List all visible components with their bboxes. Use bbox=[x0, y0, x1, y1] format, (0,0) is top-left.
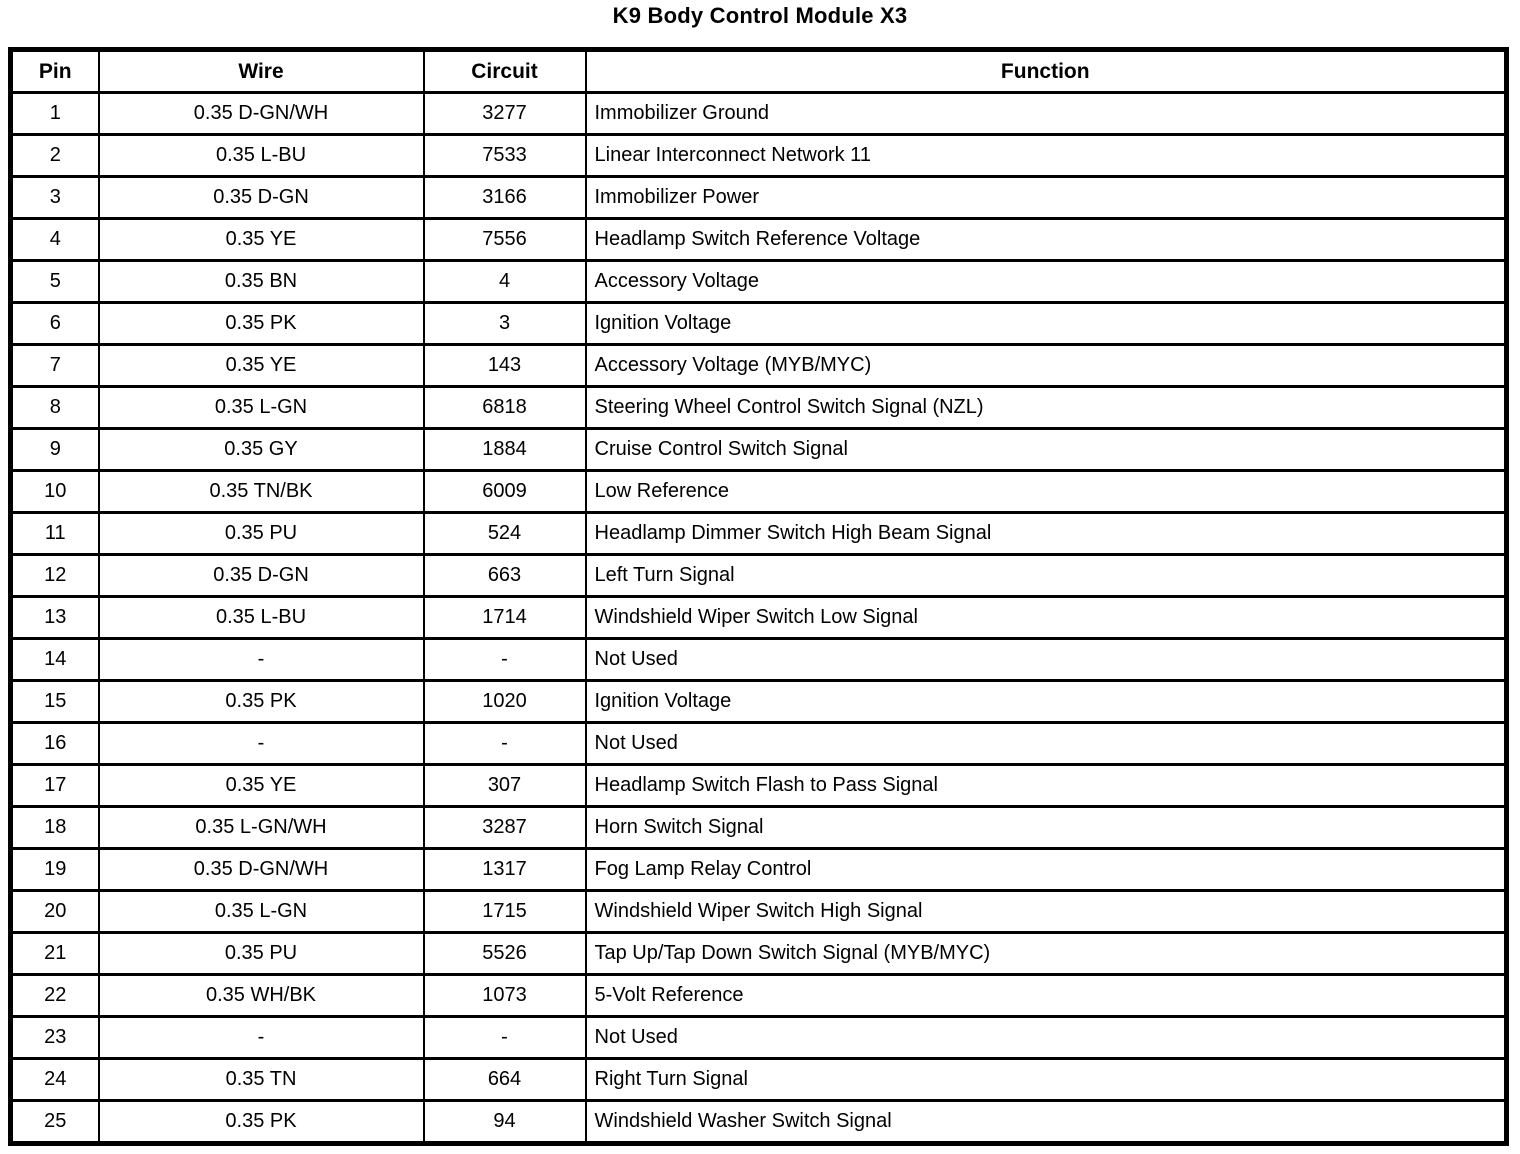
circuit-cell: 1884 bbox=[424, 429, 586, 471]
pin-cell: 18 bbox=[11, 807, 99, 849]
wire-cell: 0.35 D-GN/WH bbox=[99, 849, 424, 891]
table-row bbox=[11, 807, 1507, 849]
wire-cell: 0.35 GY bbox=[99, 429, 424, 471]
circuit-cell: - bbox=[424, 639, 586, 681]
circuit-cell: 6009 bbox=[424, 471, 586, 513]
circuit-cell: 3166 bbox=[424, 177, 586, 219]
circuit-cell: 143 bbox=[424, 345, 586, 387]
wire-cell: 0.35 PU bbox=[99, 513, 424, 555]
function-cell: Immobilizer Ground bbox=[586, 93, 1507, 135]
function-cell: Linear Interconnect Network 11 bbox=[586, 135, 1507, 177]
circuit-cell: 307 bbox=[424, 765, 586, 807]
table-row bbox=[11, 513, 1507, 555]
pin-cell: 24 bbox=[11, 1059, 99, 1101]
circuit-cell: 4 bbox=[424, 261, 586, 303]
table-row bbox=[11, 1017, 1507, 1059]
page-title: K9 Body Control Module X3 bbox=[612, 3, 908, 28]
circuit-cell: 6818 bbox=[424, 387, 586, 429]
pin-cell: 15 bbox=[11, 681, 99, 723]
table-row bbox=[11, 303, 1507, 345]
pin-cell: 22 bbox=[11, 975, 99, 1017]
table-row bbox=[11, 639, 1507, 681]
wire-cell: 0.35 TN bbox=[99, 1059, 424, 1101]
table-row bbox=[11, 681, 1507, 723]
function-cell: Fog Lamp Relay Control bbox=[586, 849, 1507, 891]
function-cell: Windshield Wiper Switch High Signal bbox=[586, 891, 1507, 933]
function-cell: Ignition Voltage bbox=[586, 303, 1507, 345]
circuit-cell: 524 bbox=[424, 513, 586, 555]
wire-cell: 0.35 D-GN/WH bbox=[99, 93, 424, 135]
function-cell: Not Used bbox=[586, 639, 1507, 681]
pin-cell: 3 bbox=[11, 177, 99, 219]
circuit-cell: 7533 bbox=[424, 135, 586, 177]
table-row bbox=[11, 933, 1507, 975]
pin-cell: 6 bbox=[11, 303, 99, 345]
table-row bbox=[11, 219, 1507, 261]
table-row bbox=[11, 135, 1507, 177]
pin-cell: 5 bbox=[11, 261, 99, 303]
header-wire: Wire bbox=[99, 50, 424, 93]
table-row bbox=[11, 261, 1507, 303]
function-cell: Accessory Voltage (MYB/MYC) bbox=[586, 345, 1507, 387]
table-row bbox=[11, 891, 1507, 933]
circuit-cell: 1073 bbox=[424, 975, 586, 1017]
wire-cell: 0.35 PK bbox=[99, 681, 424, 723]
circuit-cell: 663 bbox=[424, 555, 586, 597]
circuit-cell: 1714 bbox=[424, 597, 586, 639]
pin-cell: 19 bbox=[11, 849, 99, 891]
circuit-cell: 664 bbox=[424, 1059, 586, 1101]
function-cell: Windshield Wiper Switch Low Signal bbox=[586, 597, 1507, 639]
pin-cell: 1 bbox=[11, 93, 99, 135]
wire-cell: 0.35 YE bbox=[99, 765, 424, 807]
table-row bbox=[11, 177, 1507, 219]
pinout-table-body bbox=[11, 93, 1507, 1144]
circuit-cell: 1715 bbox=[424, 891, 586, 933]
table-row bbox=[11, 93, 1507, 135]
circuit-cell: - bbox=[424, 1017, 586, 1059]
wire-cell: 0.35 BN bbox=[99, 261, 424, 303]
pin-cell: 9 bbox=[11, 429, 99, 471]
circuit-cell: 7556 bbox=[424, 219, 586, 261]
wire-cell: 0.35 L-GN/WH bbox=[99, 807, 424, 849]
table-row bbox=[11, 345, 1507, 387]
function-cell: Left Turn Signal bbox=[586, 555, 1507, 597]
pin-cell: 12 bbox=[11, 555, 99, 597]
header-circuit: Circuit bbox=[424, 50, 586, 93]
wire-cell: 0.35 YE bbox=[99, 219, 424, 261]
pin-cell: 16 bbox=[11, 723, 99, 765]
wire-cell: 0.35 D-GN bbox=[99, 555, 424, 597]
function-cell: Tap Up/Tap Down Switch Signal (MYB/MYC) bbox=[586, 933, 1507, 975]
pin-cell: 11 bbox=[11, 513, 99, 555]
header-function: Function bbox=[586, 50, 1507, 93]
pin-cell: 8 bbox=[11, 387, 99, 429]
function-cell: Not Used bbox=[586, 1017, 1507, 1059]
wire-cell: - bbox=[99, 723, 424, 765]
table-row bbox=[11, 429, 1507, 471]
function-cell: Immobilizer Power bbox=[586, 177, 1507, 219]
function-cell: Right Turn Signal bbox=[586, 1059, 1507, 1101]
wire-cell: 0.35 PU bbox=[99, 933, 424, 975]
wire-cell: 0.35 PK bbox=[99, 303, 424, 345]
pin-cell: 21 bbox=[11, 933, 99, 975]
function-cell: Low Reference bbox=[586, 471, 1507, 513]
function-cell: Headlamp Switch Reference Voltage bbox=[586, 219, 1507, 261]
table-row bbox=[11, 849, 1507, 891]
pin-cell: 4 bbox=[11, 219, 99, 261]
wire-cell: 0.35 L-GN bbox=[99, 387, 424, 429]
function-cell: Horn Switch Signal bbox=[586, 807, 1507, 849]
pin-cell: 10 bbox=[11, 471, 99, 513]
table-row bbox=[11, 765, 1507, 807]
pin-cell: 20 bbox=[11, 891, 99, 933]
pin-cell: 13 bbox=[11, 597, 99, 639]
wire-cell: - bbox=[99, 1017, 424, 1059]
pin-cell: 14 bbox=[11, 639, 99, 681]
circuit-cell: 3287 bbox=[424, 807, 586, 849]
table-row bbox=[11, 975, 1507, 1017]
wire-cell: 0.35 YE bbox=[99, 345, 424, 387]
table-row bbox=[11, 1101, 1507, 1144]
table-row bbox=[11, 555, 1507, 597]
header-pin: Pin bbox=[11, 50, 99, 93]
circuit-cell: 3277 bbox=[424, 93, 586, 135]
function-cell: Ignition Voltage bbox=[586, 681, 1507, 723]
circuit-cell: 1020 bbox=[424, 681, 586, 723]
pin-cell: 17 bbox=[11, 765, 99, 807]
table-row bbox=[11, 471, 1507, 513]
header-row bbox=[11, 50, 1507, 93]
circuit-cell: 1317 bbox=[424, 849, 586, 891]
wire-cell: 0.35 PK bbox=[99, 1101, 424, 1144]
function-cell: Steering Wheel Control Switch Signal (NZL) bbox=[586, 387, 1507, 429]
function-cell: Headlamp Dimmer Switch High Beam Signal bbox=[586, 513, 1507, 555]
wire-cell: 0.35 L-GN bbox=[99, 891, 424, 933]
circuit-cell: 94 bbox=[424, 1101, 586, 1144]
function-cell: Windshield Washer Switch Signal bbox=[586, 1101, 1507, 1144]
circuit-cell: - bbox=[424, 723, 586, 765]
function-cell: 5-Volt Reference bbox=[586, 975, 1507, 1017]
function-cell: Not Used bbox=[586, 723, 1507, 765]
pin-cell: 7 bbox=[11, 345, 99, 387]
wire-cell: 0.35 TN/BK bbox=[99, 471, 424, 513]
table-row bbox=[11, 387, 1507, 429]
wire-cell: 0.35 L-BU bbox=[99, 135, 424, 177]
pinout-table bbox=[8, 47, 1509, 1146]
wire-cell: - bbox=[99, 639, 424, 681]
circuit-cell: 5526 bbox=[424, 933, 586, 975]
function-cell: Accessory Voltage bbox=[586, 261, 1507, 303]
wire-cell: 0.35 WH/BK bbox=[99, 975, 424, 1017]
table-row bbox=[11, 1059, 1507, 1101]
circuit-cell: 3 bbox=[424, 303, 586, 345]
pin-cell: 25 bbox=[11, 1101, 99, 1144]
table-row bbox=[11, 597, 1507, 639]
pin-cell: 23 bbox=[11, 1017, 99, 1059]
wire-cell: 0.35 D-GN bbox=[99, 177, 424, 219]
function-cell: Headlamp Switch Flash to Pass Signal bbox=[586, 765, 1507, 807]
pin-cell: 2 bbox=[11, 135, 99, 177]
wire-cell: 0.35 L-BU bbox=[99, 597, 424, 639]
function-cell: Cruise Control Switch Signal bbox=[586, 429, 1507, 471]
table-row bbox=[11, 723, 1507, 765]
